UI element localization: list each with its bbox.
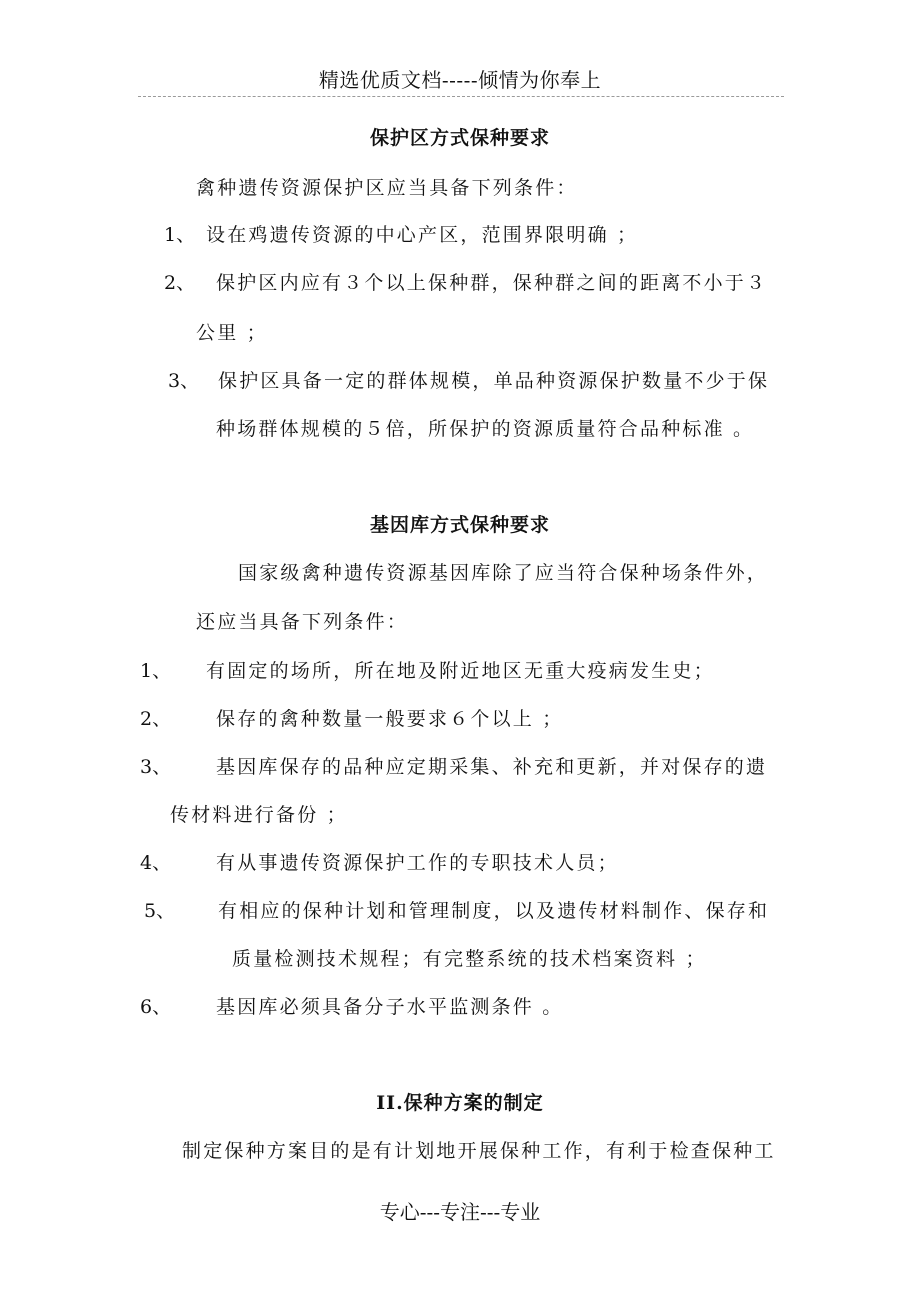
section-title-plan: II.保种方案的制定 [376, 1092, 544, 1114]
list-item-text-continued: 种场群体规模的５倍，所保护的资源质量符合品种标准 。 [216, 418, 755, 440]
list-item-number: 1、 [164, 224, 196, 246]
list-item-text: 有从事遗传资源保护工作的专职技术人员； [216, 852, 619, 874]
section-title-reserve: 保护区方式保种要求 [369, 127, 550, 149]
page-header: 精选优质文档-----倾情为你奉上 [318, 68, 602, 92]
section-intro-plan: 制定保种方案目的是有计划地开展保种工作，有利于检查保种工 [182, 1140, 776, 1162]
section-intro-reserve: 禽种遗传资源保护区应当具备下列条件： [196, 177, 578, 199]
list-item-number: 5、 [144, 900, 176, 922]
list-item-text: 保护区内应有３个以上保种群，保种群之间的距离不小于３ [216, 272, 768, 294]
list-item-number: 2、 [164, 272, 196, 294]
list-item-text-continued: 传材料进行备份 ； [170, 804, 348, 826]
list-item-number: 1、 [140, 660, 172, 682]
page-footer: 专心---专注---专业 [379, 1200, 541, 1224]
list-item-text: 基因库保存的品种应定期采集、补充和更新，并对保存的遗 [216, 756, 768, 778]
list-item-text-continued: 质量检测技术规程；有完整系统的技术档案资料 ； [232, 948, 707, 970]
list-item-number: 3、 [168, 370, 200, 392]
header-rule [138, 96, 784, 97]
list-item-text-continued: 公里 ； [196, 322, 268, 344]
list-item-text: 保护区具备一定的群体规模，单品种资源保护数量不少于保 [218, 370, 770, 392]
list-item-text: 有相应的保种计划和管理制度，以及遗传材料制作、保存和 [218, 900, 770, 922]
list-item-text: 有固定的场所，所在地及附近地区无重大疫病发生史； [206, 660, 715, 682]
list-item-number: 4、 [140, 852, 172, 874]
section-intro-genebank-continued: 还应当具备下列条件： [196, 611, 409, 633]
section-intro-genebank: 国家级禽种遗传资源基因库除了应当符合保种场条件外， [238, 562, 769, 584]
list-item-number: 2、 [140, 708, 172, 730]
list-item-number: 3、 [140, 756, 172, 778]
list-item-text: 基因库必须具备分子水平监测条件 。 [216, 996, 564, 1018]
list-item-text: 设在鸡遗传资源的中心产区，范围界限明确 ； [206, 224, 639, 246]
list-item-text: 保存的禽种数量一般要求６个以上 ； [216, 708, 564, 730]
section-title-genebank: 基因库方式保种要求 [369, 514, 550, 536]
list-item-number: 6、 [140, 996, 172, 1018]
